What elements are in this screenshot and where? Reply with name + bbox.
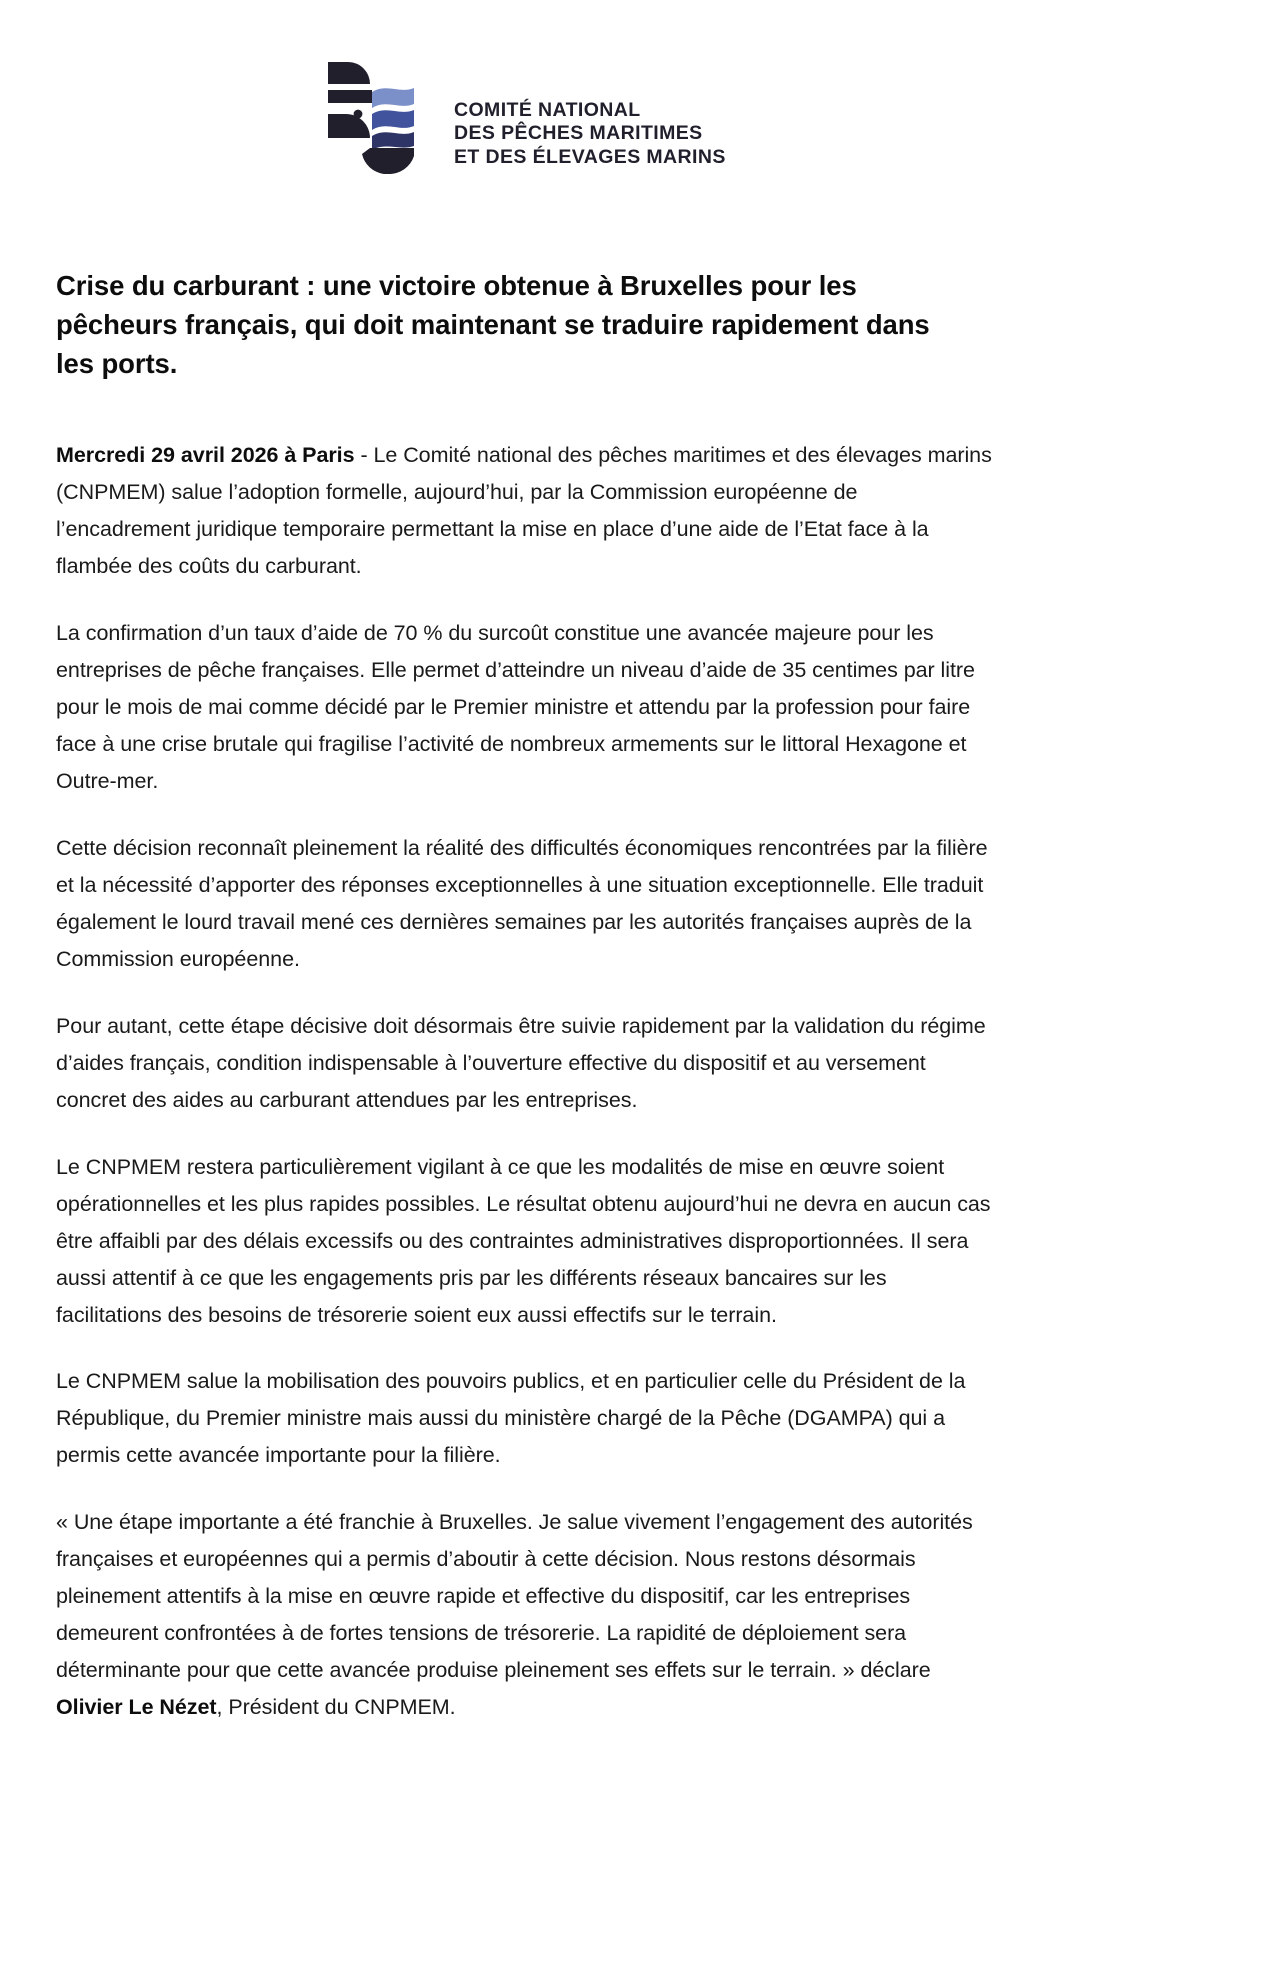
- quote-attribution-role: , Président du CNPMEM.: [216, 1695, 456, 1720]
- paragraph-6: Le CNPMEM salue la mobilisation des pouvoirs publics, et en particulier celle du Président de la République, du Premier ministre mais aussi du ministère chargé de la Pêche (DGAMPA) qui a permis cette avancée importante pour la filière.: [56, 1369, 966, 1468]
- cnpmem-wordmark: [454, 99, 726, 174]
- cnpmem-logo: [322, 52, 726, 174]
- paragraph-dateline: [56, 437, 994, 585]
- wordmark-line-1: COMITÉ NATIONAL: [454, 98, 641, 121]
- cnpmem-wave-logo-icon: [322, 52, 440, 174]
- quote-text: « Une étape importante a été franchie à Bruxelles. Je salue vivement l’engagement des autorités françaises et européennes qui a permis d’aboutir à cette décision. Nous restons désormais pleinement attentifs à la mise en œuvre rapide et effective du dispositif, car les entreprises demeurent confrontées à de fortes tensions de trésorerie. La rapidité de déploiement sera déterminante pour que cette avancée produise pleinement ses effets sur le terrain. » déclare: [56, 1510, 973, 1683]
- press-release-body: [56, 174, 994, 1766]
- paragraph-1-text: - Le Comité national des pêches maritimes et des élevages marins (CNPMEM) salue l’adoption formelle, aujourd’hui, par la Commission européenne de l’encadrement juridique temporaire permettant la mise en place d’une aide de l’Etat face à la flambée des coûts du carburant.: [56, 443, 992, 579]
- wordmark-line-2: DES PÊCHES MARITIMES: [454, 122, 703, 145]
- letterhead: [0, 0, 1282, 174]
- paragraph-4: Pour autant, cette étape décisive doit désormais être suivie rapidement par la validation du régime d’aides français, condition indispensable à l’ouverture effective du dispositif et au versement concret des aides au carburant attendues par les entreprises.: [56, 1013, 986, 1112]
- paragraph-2: La confirmation d’un taux d’aide de 70 % du surcoût constitue une avancée majeure pour les entreprises de pêche françaises. Elle permet d’atteindre un niveau d’aide de 35 centimes par litre pour le mois de mai comme décidé par le Premier ministre et attendu par la profession pour faire face à une crise brutale qui fragilise l’activité de nombreux armements sur le littoral Hexagone et Outre-mer.: [56, 621, 975, 793]
- paragraph-list: [56, 383, 994, 1726]
- paragraph-3: Cette décision reconnaît pleinement la réalité des difficultés économiques rencontrées par la filière et la nécessité d’apporter des réponses exceptionnelles à une situation exceptionnelle. Elle traduit également le lourd travail mené ces dernières semaines par les autorités françaises auprès de la Commission européenne.: [56, 835, 988, 971]
- wordmark-line-3: ET DES ÉLEVAGES MARINS: [454, 146, 726, 169]
- paragraph-quote: [56, 1504, 994, 1726]
- paragraph-5: Le CNPMEM restera particulièrement vigilant à ce que les modalités de mise en œuvre soient opérationnelles et les plus rapides possibles. Le résultat obtenu aujourd’hui ne devra en aucun cas être affaibli par des délais excessifs ou des contraintes administratives disproportionnées. Il sera aussi attentif à ce que les engagements pris par les différents réseaux bancaires sur les facilitations des besoins de trésorerie soient eux aussi effectifs sur le terrain.: [56, 1154, 991, 1327]
- page-title: Crise du carburant : une victoire obtenue à Bruxelles pour les pêcheurs français, qui doit maintenant se traduire rapidement dans les ports.: [56, 270, 930, 380]
- quote-attribution-name: Olivier Le Nézet: [56, 1695, 217, 1720]
- dateline-text: Mercredi 29 avril 2026 à Paris: [56, 443, 355, 468]
